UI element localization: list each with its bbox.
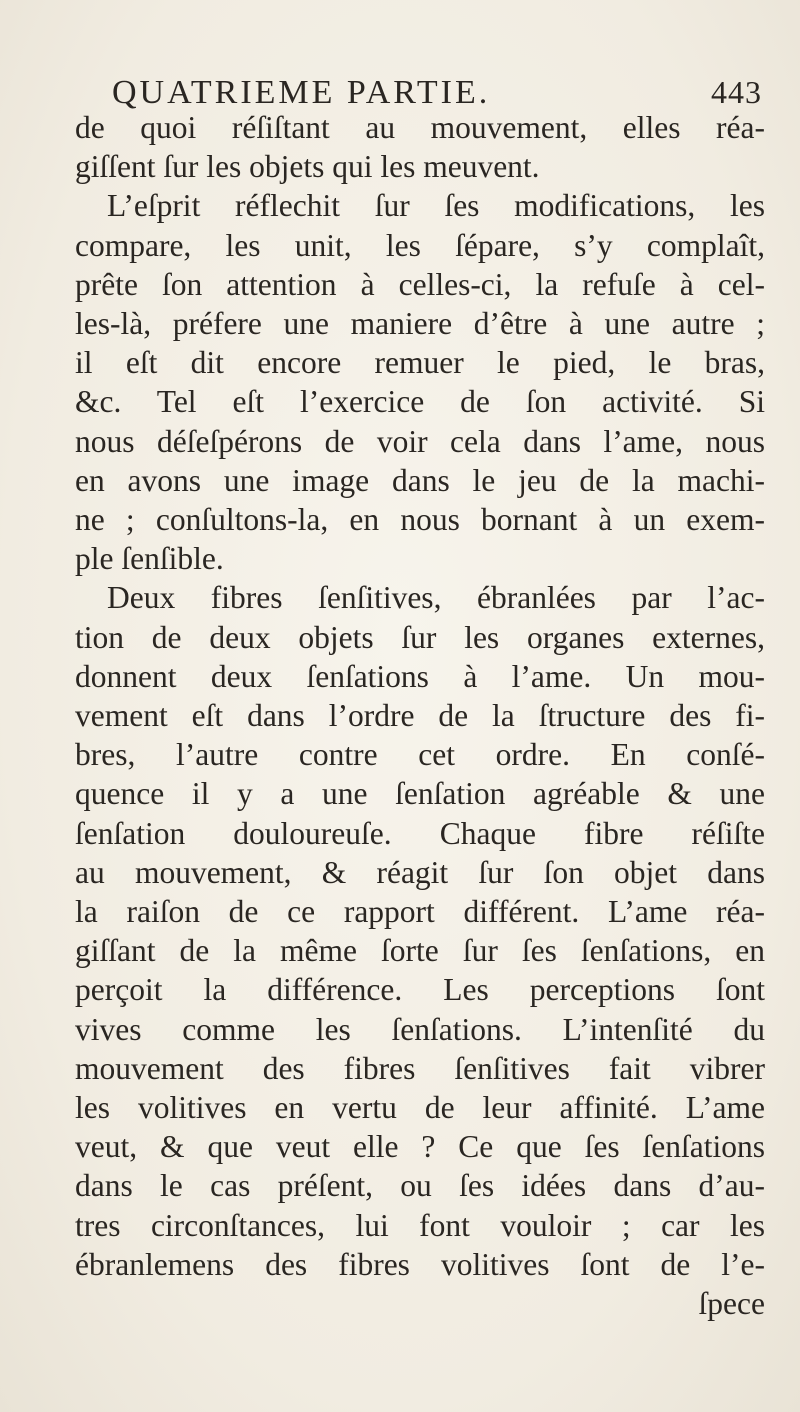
text-line: bres, l’autre contre cet ordre. En conſé- (75, 737, 765, 773)
running-head (112, 74, 762, 112)
catchword: ſpece (698, 1286, 765, 1322)
text-line: mouvement des fibres ſenſitives fait vibrer (75, 1050, 765, 1086)
text-line: donnent deux ſenſations à l’ame. Un mou- (75, 658, 765, 694)
text-line: ple ſenſible. (75, 541, 224, 577)
text-line: ne ; conſultons-la, en nous bornant à un exem- (75, 502, 765, 538)
text-line: en avons une image dans le jeu de la machi- (75, 462, 765, 498)
text-line: perçoit la différence. Les perceptions ſont (75, 972, 765, 1008)
text-line: ſenſation douloureuſe. Chaque fibre réſiſte (75, 815, 765, 851)
text-line: ébranlemens des fibres volitives ſont de l’e- (75, 1246, 765, 1282)
text-line: les-là, préfere une maniere d’être à une autre ; (75, 306, 765, 342)
text-line: nous déſeſpérons de voir cela dans l’ame, nous (75, 423, 765, 459)
text-line: Deux fibres ſenſitives, ébranlées par l’ac- (107, 580, 765, 616)
text-line: L’eſprit réflechit ſur ſes modifications, les (107, 188, 765, 224)
text-line: quence il y a une ſenſation agréable & une (75, 776, 765, 812)
text-line: vives comme les ſenſations. L’intenſité du (75, 1011, 765, 1047)
text-line: &c. Tel eſt l’exercice de ſon activité. Si (75, 384, 765, 420)
text-line: vement eſt dans l’ordre de la ſtructure des fi- (75, 698, 765, 734)
text-line: la raiſon de ce rapport différent. L’ame réa- (75, 894, 765, 930)
text-line: giſſant de la même ſorte ſur ſes ſenſations, en (75, 933, 765, 969)
text-line: de quoi réſiſtant au mouvement, elles réa- (75, 110, 765, 145)
text-line: giſſent ſur les objets qui les meuvent. (75, 149, 540, 185)
text-line: compare, les unit, les ſépare, s’y complaît, (75, 227, 765, 263)
text-line: au mouvement, & réagit ſur ſon objet dans (75, 854, 765, 890)
page-number: 443 (711, 74, 762, 110)
text-line: prête ſon attention à celles-ci, la refuſe à cel- (75, 266, 765, 302)
text-line: tres circonſtances, lui font vouloir ; car les (75, 1207, 765, 1243)
running-title: QUATRIEME PARTIE. (112, 74, 491, 111)
text-line: il eſt dit encore remuer le pied, le bras, (75, 345, 765, 381)
body-text (75, 108, 765, 1323)
text-line: dans le cas préſent, ou ſes idées dans d’au- (75, 1168, 765, 1204)
text-line: tion de deux objets ſur les organes externes, (75, 619, 765, 655)
text-line: les volitives en vertu de leur affinité. L’ame (75, 1090, 765, 1126)
text-line: veut, & que veut elle ? Ce que ſes ſenſations (75, 1129, 765, 1165)
